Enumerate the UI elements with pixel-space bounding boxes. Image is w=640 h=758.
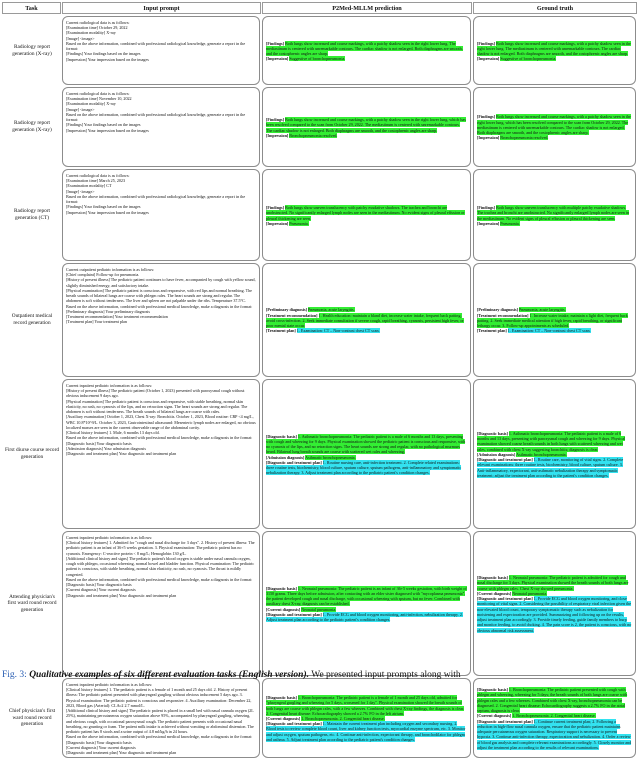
current-diagnosis-text: 1. Bronchopneumonia. 2. Congenital heart disease. (301, 716, 385, 722)
input-line: [Findings] Your findings based on the images (66, 204, 141, 210)
current-diagnosis-label: [Current diagnosis] (477, 713, 512, 719)
findings-line (266, 41, 467, 57)
prediction-cell (262, 531, 471, 676)
diagnostic-basis-label: [Diagnostic basis] (477, 430, 508, 436)
current-diagnosis-label: [Current diagnosis] (477, 590, 512, 596)
input-line: [Additional clinical history and signs] The pediatric patient's blood oxygen is stable under nasal cannula oxygen, cough with phlegm, occasional wheezing, normal bowel and bladder function. Physical examination: The pediatric patient is conscious, with stable breathing, normal skin elasticity, no rash, no cyanosis. The throat is mildly congested. (66, 555, 255, 577)
input-line: Current radiological data is as follows: (66, 20, 130, 25)
treatment-plan-line (266, 328, 467, 333)
treatment-plan-label: [Diagnostic and treatment plan] (266, 721, 322, 727)
task-label: Radiology report generation (CT) (13, 208, 51, 221)
input-line: [Examination time] March 25, 2023 (66, 178, 126, 184)
diagnostic-basis-text: 1. Bronchopneumonia: The pediatric patient is a female of 1 month and 25 days old, admitted for "pharyngeal gurgling and wheezing for 5 days, worsened for 1 day". Physical examination showed the breath sounds of both lungs are coarse with phlegm rales, with a few wheezes. Combined with chest X-ray findings, the diagnosis is clear. 2. Congenital heart disease: Echocardiography showed a 2.7% FO in the left atrium. (266, 695, 465, 716)
impression-text: Pneumonia. (500, 220, 520, 226)
input-line: [Physical examination] The pediatric patient is conscious and responsive, with stable breathing, normal skin elasticity, no rash, no cyanosis of the lips, and no retraction signs. The heart sounds are strong and regular. The abdomen is soft without tenderness. The breath sounds of bilateral lungs are coarse with rales. (66, 398, 248, 415)
input-line: [Additional clinical history and signs] The pediatric patient is placed in a small bed with nasal cannula oxygen (2L 25%), maintaining percutaneous oxygen saturation above 95%, accompanied by pharyngeal gurgling, wheezing, and obvious cough, with occasional paroxysmal cough. The pediatric patient presents with occasional nasal breathing, no grunting or foam. The patient milk intake is achieved without vomiting or abdominal distension. The pediatric patient has 8 stools and a urine output of 4.8 ml/kg/h in 24 hours. (66, 708, 254, 735)
caption-fig-label: Fig. 3: (2, 670, 27, 680)
treatment-recommendation-text: 1. Increase water intake, maintain a light diet, frequent back patting. 2. Seek immediate medical attention if high fever, rapid breathing, or significant lethargy occur. 3. Follow-up appointments as scheduled. (477, 312, 628, 329)
impression-label: [Impression] (477, 220, 500, 226)
treatment-plan-line (477, 719, 632, 750)
input-line: [Impression] Your impression based on the images (66, 127, 149, 133)
treatment-plan-label: [Diagnostic and treatment plan] (266, 611, 322, 617)
diagnostic-basis-text: 1. Asthmatic bronchopneumonia: The pediatric patient is a male of 6 months and 13 days, presenting with cough and wheezing for 9 days. Physical examination showed the pediatric patient is conscious and responsive, with no cyanosis of the lips, and no retraction signs. The heart sounds are strong and regular, with no pathological murmurs heard. Bilateral lung breath sounds are coarse with scattered wet rales and wheezing. (266, 433, 466, 455)
admission-diagnosis-label: [Admission diagnosis] (266, 454, 305, 460)
input-line: Current radiological data is as follows: (66, 173, 130, 178)
input-line: [Image] <image> (66, 188, 95, 194)
input-line: [Examination modality] CT (66, 183, 112, 189)
diagnostic-basis-label: [Diagnostic basis] (266, 433, 297, 439)
input-line: [Clinical history features] 1. Admitted for "cough and nasal discharge for 3 days". 2. History of present illness: The pediatric patient is an infant of 36+5 weeks gestation. 3. Physical examination: The pediatric patient has no cyanosis. Emergency: C-reactive protein < 8 mg/L; Hemoglobin 130 g/L. (66, 540, 255, 556)
preliminary-diagnosis-label: [Preliminary diagnosis] (477, 307, 518, 313)
treatment-recommendation-label: [Treatment recommendation] (266, 312, 318, 318)
ground-truth-cell (473, 379, 636, 529)
prediction-cell (262, 379, 471, 529)
input-line: Based on the above information, combined with professional radiological knowledge, generate a report in the format: (66, 111, 246, 123)
task-label: Radiology report generation (X-ray) (12, 120, 52, 133)
input-line: [History of present illness] The pediatric patient continues to have fever, accompanied by cough with yellow sound, slightly diminished energy, and satisfactory intake. (66, 277, 256, 288)
treatment-plan-text: 1. Routine care, monitoring of vital signs. 2. Complete relevant examinations: three routine tests, biochemistry, blood culture, sputum culture. 3. Anti-inflammatory, expectorant, anti-asthmatic nebulization therapy and symptomatic treatment; adjust the treatment plan according to the patient's condition changes. (477, 457, 624, 478)
prediction-cell (262, 263, 471, 377)
impression-text: Bronchopneumonia resolved. (500, 135, 549, 141)
header-gt: Ground truth (473, 2, 637, 14)
input-line: [Clinical history features] 1. The pediatric patient is a female of 1 month and 25 days old. 2. History of present illness: The pediatric patient presented with pharyngeal gurgling without obvious inducement 5 days ago. 3. Physical examination: The pediatric patient is conscious and responsive. 4. Auxiliary examination: December 22, 2023, Blood gas (Arterial): CLAc2 2.7 mmol/L. (66, 687, 252, 708)
input-line: [Findings] Your findings based on the images (66, 122, 141, 128)
input-prompt (62, 678, 260, 758)
current-diagnosis-label: [Current diagnosis] (266, 606, 301, 612)
input-line: Based on the above information, combined with professional radiological knowledge, generate a report in the format: (66, 40, 246, 52)
findings-label: [Findings] (266, 117, 284, 123)
treatment-recommendation-text: 1. Health education: maintain a bland diet, increase water intake, frequent back patting, avoid cross-infection. 2. Seek immediate consultation if severe cough, rapid breathing, cyanosis, persistent high fever, or poor mental state occur. (266, 312, 464, 329)
treatment-plan-text: 1. Provide ECG and blood oxygen monitoring, and close monitoring of vital signs. 2. Considering the possibility of respiratory viral infection given the non-elevated blood count, temporary symptomatic therapy such as nebulization for moistening and expectoration are provided. Summarizing and following up on the results, adjust treatment plan accordingly. 3. Provide timely feeding, guide family members to burp and monitor feeding, to avoid choking. 4. The pain score is 2, the patient is conscious, with no obvious abnormal risk assessment. (477, 596, 632, 633)
impression-label: [Impression] (266, 56, 289, 62)
treatment-plan-label: [Diagnostic and treatment plan] (477, 457, 533, 463)
input-line: [Examination modality] X-ray (66, 101, 116, 107)
findings-text: Both lungs show uneven translucency with multiple patchy exudative shadows. The trachea and bronchi are unobstructed. No significantly enlarged lymph nodes are seen in the mediastinum. No evident signs of pleural effusion or pleural thickening are seen. (477, 205, 630, 221)
treatment-plan-label: [Treatment plan] (266, 328, 296, 334)
treatment-plan-text: 1. Provide ECG and blood oxygen monitoring, anti-infection, nebulization therapy. 2. Adjust treatment plan according to the pediatric patient's condition changes. (266, 611, 463, 623)
diagnostic-basis-text: 1. Bronchopneumonia: The pediatric patient presented with cough with phlegm and wheezing, wheezing for 5 days; the breath sounds of both lungs are coarse with phlegm rales and a few wheezes. Combined with chest X-ray, bronchopneumonia can be diagnosed. 2. Congenital heart disease: Echocardiography suggests a 2.7% FO in the atrial septum, diagnosis is clear. (477, 687, 628, 714)
treatment-plan-line (477, 328, 632, 333)
diagnostic-basis-line (477, 687, 632, 713)
input-line: Current inpatient pediatric information is as follows: (66, 682, 153, 687)
task-label: Outpatient medical record generation (11, 313, 53, 326)
task-label: Chief physician's first ward round record generation (8, 708, 56, 728)
current-diagnosis-label: [Current diagnosis] (266, 716, 301, 722)
treatment-recommendation-line (477, 313, 632, 329)
input-line: [Diagnostic basis] Your diagnostic basis (66, 582, 132, 588)
admission-diagnosis-label: [Admission diagnosis] (477, 451, 516, 457)
treatment-plan-label: [Treatment plan] (477, 328, 507, 334)
admission-diagnosis-text: Asthmatic bronchopneumonia. (516, 451, 567, 457)
input-line: [Examination modality] X-ray (66, 30, 116, 36)
diagnostic-basis-label: [Diagnostic basis] (477, 687, 508, 693)
input-line: [Diagnostic and treatment plan] Your diagnostic and treatment plan (66, 451, 177, 457)
findings-text: Both lungs show increased and coarse markings, with a patchy shadow seen in the right lower lung, which has been resolved compared to the scan from October 29, 2022. The mediastinum is centered with unremarkable contours. The cardiac shadow is not enlarged. Both diaphragms are smooth, and the costophrenic angles are sharp. (266, 117, 466, 133)
preliminary-diagnosis-text: Pneumonia, acute laryngitis. (519, 307, 566, 313)
impression-label: [Impression] (266, 132, 289, 138)
input-line: [Admission diagnosis] Your admission diagnosis (66, 445, 146, 451)
treatment-plan-text: 1. Examination: CT – Non-contrast chest CT scan. (507, 328, 591, 334)
current-diagnosis-text: Neonatal pneumonia. (301, 606, 337, 612)
impression-text: Suggestive of bronchopneumonia. (289, 56, 346, 62)
findings-text: Both lungs show increased and coarse markings, with a patchy shadow seen in the right lower lung. The mediastinum is centered with unremarkable contours. The cardiac shadow is not enlarged. Both diaphragms are smooth, and the costophrenic angles are sharp. (266, 40, 463, 56)
treatment-plan-line (266, 612, 467, 622)
impression-text: Pneumonia. (289, 220, 309, 226)
input-prompt (62, 16, 260, 85)
treatment-plan-label: [Diagnostic and treatment plan] (266, 459, 322, 465)
impression-line (266, 221, 467, 226)
input-line: [Examination time] October 29, 2022 (66, 25, 128, 31)
header-pred: P2Med-MLLM prediction (262, 2, 472, 14)
input-prompt (62, 379, 260, 529)
impression-line (266, 133, 467, 138)
treatment-plan-text: 1. Routine nursing care, anti-infection treatment. 2. Complete related examinations: three routine tests, biochemistry, blood culture, sputum culture, sputum pathogens, anti-inflammatory and symptomatic nebulization therapy. 3. Adjust treatment plan according to the pediatric patient's condition changes. (266, 459, 462, 476)
findings-label: [Findings] (266, 40, 284, 46)
diagnostic-basis-text: 1. Asthmatic bronchopneumonia: The pediatric patient is a male of 6 months and 13 days, presenting with paroxysmal cough and wheezing for 9 days. Physical examination showed coarse breath sounds in both lungs with scattered wheezing and wet rales, combined with chest X-ray suggesting bronchitis; diagnosis is clear. (477, 430, 626, 452)
input-line: [Treatment plan] Your treatment plan (66, 319, 127, 325)
ground-truth-cell (473, 169, 636, 261)
input-line: Based on the above information, combined with professional radiological knowledge, generate a report in the format: (66, 193, 246, 205)
findings-label: [Findings] (477, 205, 495, 211)
input-prompt (62, 263, 260, 377)
impression-text: Suggestive of bronchopneumonia. (500, 56, 557, 62)
findings-label: [Findings] (266, 205, 284, 211)
diagnostic-basis-label: [Diagnostic basis] (266, 695, 297, 701)
header-task: Task (2, 2, 61, 14)
figure-caption (2, 670, 461, 680)
impression-text: Bronchopneumonia resolved. (289, 132, 338, 138)
findings-line (266, 205, 467, 221)
input-line: [Treatment recommendation] Your treatment recommendation (66, 314, 168, 320)
input-line: [Physical examination] The pediatric patient is conscious and responsive, with red lips and normal breathing. The breath sounds of bilateral lungs are coarse with phlegm rales. The heart sounds are strong and regular. The abdomen is soft without tenderness. The liver and spleen are not palpable under the ribs. Temperature 37.5°C. (66, 287, 252, 304)
findings-label: [Findings] (477, 40, 495, 46)
input-line: [Current diagnosis] Your current diagnosis (66, 744, 136, 750)
input-line: [Image] <image> (66, 106, 95, 112)
input-prompt (62, 87, 260, 167)
treatment-recommendation-line (266, 313, 467, 329)
findings-line (266, 117, 467, 133)
input-line: Current outpatient pediatric information is as follows: (66, 267, 155, 272)
diagnostic-basis-line (477, 575, 632, 591)
input-line: Based on the above information, combined with professional medical knowledge, make a diagnosis in the format: (66, 576, 253, 582)
input-line: [Diagnostic basis] Your diagnostic basis (66, 739, 132, 745)
treatment-plan-line (266, 721, 467, 742)
input-line: [History of present illness] The pediatric patient (October 1, 2023) presented with paroxysmal cough without obvious inducement 9 days ago. (66, 388, 245, 399)
input-line: [Diagnostic and treatment plan] Your diagnostic and treatment plan (66, 750, 177, 756)
input-line: [Auxiliary examination] October 1, 2023, Chest X-ray: Bronchitis. October 1, 2023, Blood routine: CRP <4 mg/L, WBC 10.8*10^9/L. October 3, 2023, Gastrointestinal ultrasound: Mesenteric lymph nodes are enlarged, no obvious localized masses are seen in the current observable range of the abdominal cavity. (66, 414, 256, 430)
prediction-cell (262, 678, 471, 758)
input-line: [Preliminary diagnosis] Your preliminary diagnosis (66, 308, 151, 314)
treatment-plan-text: 1. Examination: CT – Non-contrast chest CT scan. (296, 328, 380, 334)
caption-title: Qualitative examples of six different evaluation tasks (English version). (29, 670, 310, 680)
diagnostic-basis-line (266, 434, 467, 455)
input-line: [Diagnostic basis] Your diagnostic basis (66, 440, 132, 446)
ground-truth-cell (473, 678, 636, 758)
input-line: Based on the above information, combined with professional medical knowledge, make a diagnosis in the format: (66, 303, 253, 309)
prediction-cell (262, 16, 471, 85)
diagnostic-basis-line (477, 431, 632, 452)
input-line: Based on the above information, combined with professional medical knowledge, make a diagnosis in the format: (66, 734, 253, 740)
diagnostic-basis-text: 1. Neonatal pneumonia: The pediatric patient is admitted for cough and nasal discharge for 3 days. Physical examination showed the breath sounds of both lungs are coarse with phlegm rales. Chest X-ray showed pneumonia. (477, 575, 629, 591)
input-line: Current radiological data is as follows: (66, 91, 130, 96)
input-line: [Diagnostic and treatment plan] Your diagnostic and treatment plan (66, 592, 177, 598)
prediction-cell (262, 169, 471, 261)
admission-diagnosis-text: Asthmatic bronchopneumonia. (305, 454, 356, 460)
treatment-plan-line (266, 460, 467, 476)
findings-line (477, 114, 632, 135)
treatment-plan-line (477, 596, 632, 633)
impression-label: [Impression] (477, 135, 500, 141)
input-line: [Examination time] November 10, 2022 (66, 96, 132, 102)
findings-text: Both lungs show increased and coarse markings, with a patchy shadow seen in the right lower lung. The mediastinum is centered with unremarkable contours. The cardiac shadow is not enlarged. Both diaphragms are smooth, and the costophrenic angles are sharp. (477, 40, 631, 56)
input-line: [Image] <image> (66, 35, 95, 41)
input-line: Current inpatient pediatric information is as follows: (66, 383, 153, 388)
preliminary-diagnosis-label: [Preliminary diagnosis] (266, 307, 307, 313)
impression-line (477, 135, 632, 140)
current-diagnosis-text: Neonatal pneumonia. (512, 590, 548, 596)
caption-text: We presented input prompts along with (311, 670, 461, 680)
input-prompt (62, 531, 260, 676)
input-line: [Clinical history features] 1. Male, 6 months 13 days old. (66, 430, 160, 436)
diagnostic-basis-label: [Diagnostic basis] (266, 585, 297, 591)
treatment-plan-text: 1. Continue current treatment plan; 2. Following a reduction in high-flow nasal cannula oxygen, ensure that the pediatric patient maintains adequate percutaneous oxygen saturation. Respiratory support is necessary to prevent hypoxia. 3. Continue anti-infection therapy, expectoration and nebulization. 4. Order a review of blood gas analysis and complete relevant examinations accordingly. 5. Closely monitor and adjust the treatment plan according to the results of relevant examinations. (477, 718, 632, 750)
diagnostic-basis-label: [Diagnostic basis] (477, 575, 508, 581)
impression-label: [Impression] (477, 56, 500, 62)
input-prompt (62, 169, 260, 261)
findings-label: [Findings] (477, 114, 495, 120)
current-diagnosis-text: 1. Bronchopneumonia. 2. Congenital heart disease. (512, 713, 596, 719)
impression-line (477, 56, 632, 61)
treatment-recommendation-label: [Treatment recommendation] (477, 312, 529, 318)
ground-truth-cell (473, 87, 636, 167)
treatment-plan-label: [Diagnostic and treatment plan] (477, 596, 533, 602)
impression-label: [Impression] (266, 220, 289, 226)
input-line: Based on the above information, combined with professional medical knowledge, make a diagnosis in the format: (66, 435, 253, 441)
treatment-plan-text: 1. Maintain the current treatment plan including oxygen and secondary nursing. 2. Blood tests to review complete blood count, liver and kidney function tests, myocardial enzyme spectrum, etc. 3. Monitor and adjust oxygen, sputum pathogens, etc. 4. Continue anti-infection, expectorant therapy, and bronchodilator for phlegm and asthma. 5. Adjust treatment plan according to the pediatric patient's condition changes. (266, 721, 466, 742)
diagnostic-basis-line (266, 586, 467, 607)
task-label: Attending physician's first ward round record generation (7, 593, 57, 613)
input-line: [Chief complaint] Follow-up for pneumonia. (66, 272, 140, 278)
findings-text: Both lungs show uneven translucency with patchy exudative shadows. The trachea and bronchi are unobstructed. No significantly enlarged lymph nodes are seen in the mediastinum. No evident signs of pleural effusion or pleural thickening are seen. (266, 205, 465, 221)
input-line: Current inpatient pediatric information is as follows: (66, 535, 153, 540)
input-line: [Findings] Your findings based on the images (66, 51, 141, 57)
ground-truth-cell (473, 263, 636, 377)
prediction-cell (262, 87, 471, 167)
treatment-plan-label: [Diagnostic and treatment plan] (477, 718, 533, 724)
task-label: First diurse course record generation (5, 447, 59, 460)
header-input: Input prompt (62, 2, 261, 14)
impression-line (477, 221, 632, 226)
input-line: [Impression] Your impression based on the images (66, 56, 149, 62)
impression-line (266, 56, 467, 61)
ground-truth-cell (473, 531, 636, 676)
findings-line (477, 205, 632, 221)
preliminary-diagnosis-text: Pneumonia, acute laryngitis. (308, 307, 355, 313)
input-line: [Current diagnosis] Your current diagnosis (66, 587, 136, 593)
findings-line (477, 41, 632, 57)
qualitative-table (2, 2, 638, 758)
input-line: [Impression] Your impression based on the images (66, 209, 149, 215)
ground-truth-cell (473, 16, 636, 85)
diagnostic-basis-line (266, 695, 467, 716)
findings-text: Both lungs show increased and coarse markings, with a patchy shadow seen in the right lower lung, which has been resolved compared to the scan from October 29, 2022. The mediastinum is centered with unremarkable contours. The cardiac shadow is not enlarged. Both diaphragms are smooth, and the costophrenic angles are sharp. (477, 114, 631, 136)
task-label: Radiology report generation (X-ray) (12, 43, 52, 57)
diagnostic-basis-text: 1. Neonatal pneumonia: The pediatric patient is an infant of 36+5 weeks gestation, with birth weight of 3150 grams. Three days before admission, after contacting with an elder sister diagnosed with "mycoplasma pneumonia", the patient developed cough and nasal discharge, with occasional wheezing with sputum, but no fever. Combined with auxiliary chest X-ray, diagnosis can be established. (266, 585, 467, 607)
treatment-plan-line (477, 457, 632, 478)
